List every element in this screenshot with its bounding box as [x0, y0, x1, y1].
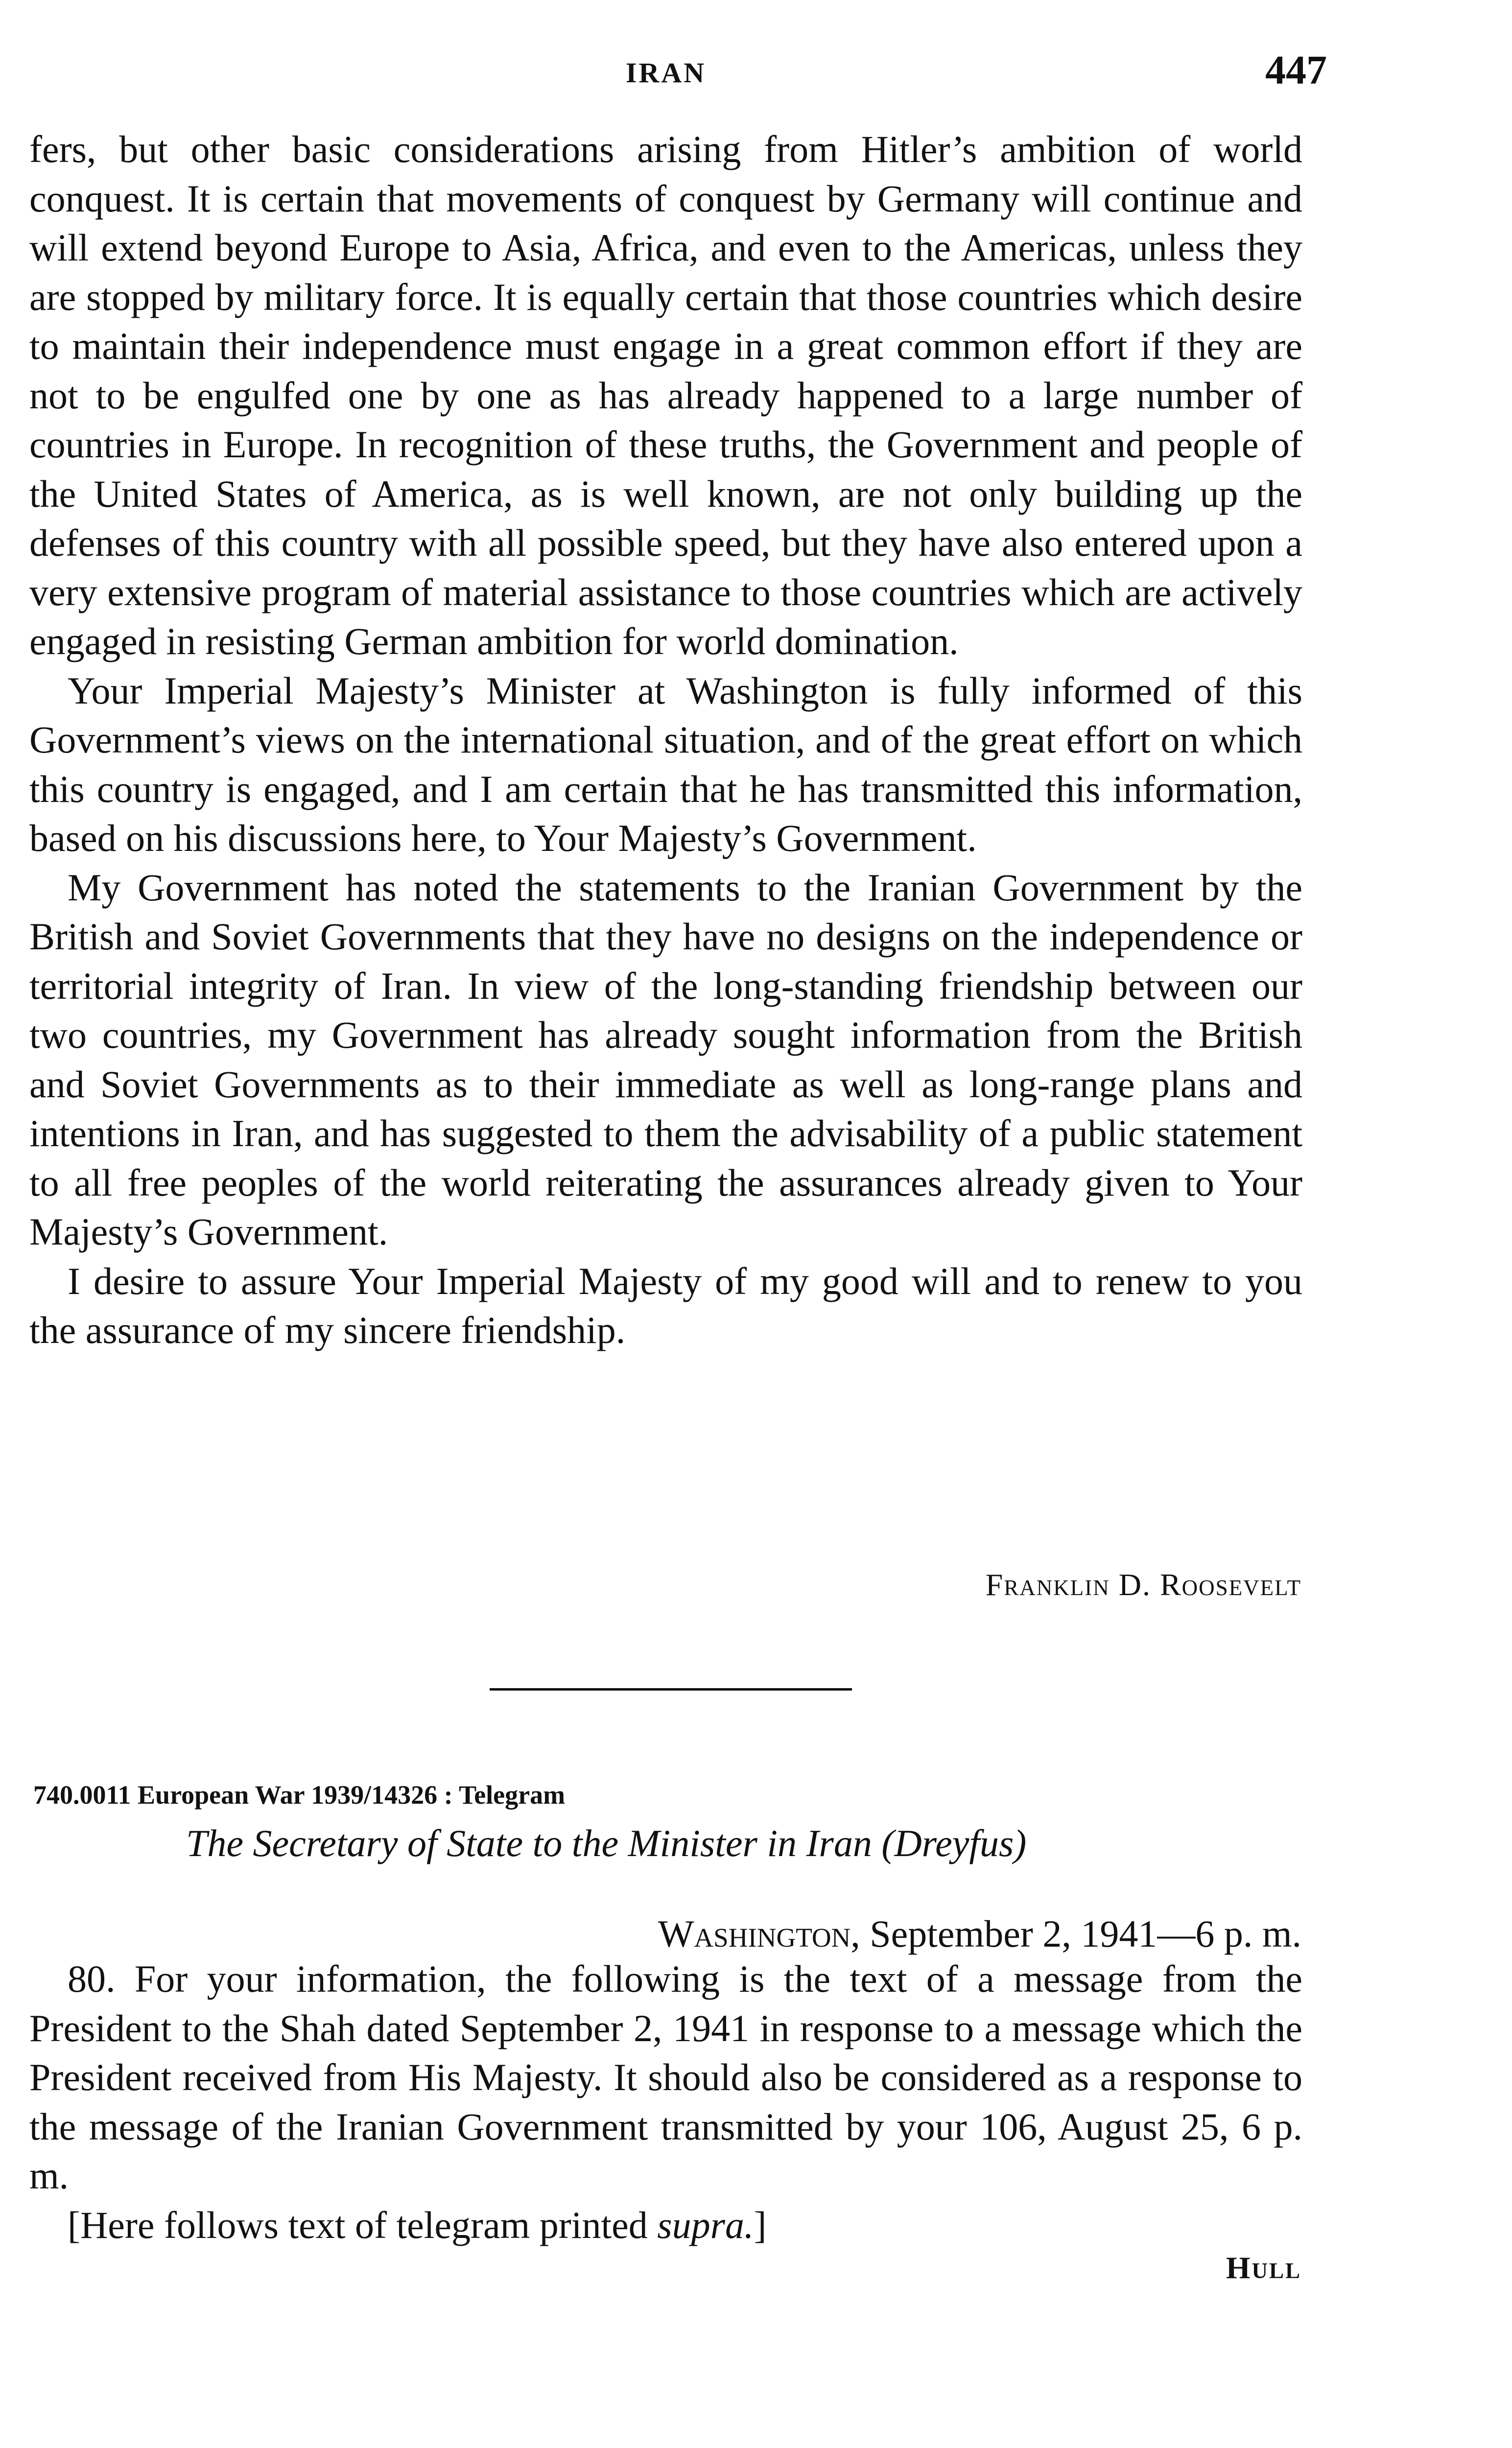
- letter-body: [29, 125, 1302, 1355]
- dateline-place: Washington,: [658, 1912, 860, 1955]
- running-title: IRAN: [625, 57, 707, 89]
- editorial-note: [29, 2201, 1302, 2250]
- telegram-signature: Hull: [1226, 2250, 1301, 2285]
- letter-paragraph: My Government has noted the statements to the Iranian Government by the British and Soviet Governments that they have no designs on the independence or territorial integrity of Iran. In view of the long-standing friendship between our two countries, my Government has already sought information from the British and Soviet Governments as to their immediate as well as long-range plans and intentions in Iran, and has suggested to them the advisability of a public statement to all free peoples of the world reiterating the assurances already given to Your Majesty’s Government.: [29, 866, 1302, 1253]
- dateline-date: September 2, 1941—6 p. m.: [860, 1912, 1301, 1955]
- letter-paragraph: Your Imperial Majesty’s Minister at Washington is fully informed of this Government’s views on the international situation, and of the great effort on which this country is engaged, and I am certain that he has transmitted this information, based on his discussions here, to Your Majesty’s Government.: [29, 669, 1302, 859]
- telegram-paragraph: 80. For your information, the following is the text of a message from the President to the Shah dated September 2, 1941 in response to a message which the President received from His Majesty. It should also be considered as a response to the message of the Iranian Government transmitted by your 106, August 25, 6 p. m.: [29, 1957, 1302, 2197]
- letter-paragraph: I desire to assure Your Imperial Majesty of my good will and to renew to you the assurance of my sincere friendship.: [29, 1259, 1302, 1351]
- running-header: [29, 47, 1327, 100]
- note-prefix: [Here follows text of telegram printed: [68, 2203, 658, 2246]
- dateline: [658, 1912, 1301, 1956]
- note-italic: supra.: [657, 2203, 754, 2246]
- file-reference: 740.0011 European War 1939/14326 : Telegram: [33, 1780, 566, 1810]
- letter-paragraph: fers, but other basic considerations arising from Hitler’s ambition of world conquest. It is certain that movements of conquest by Germany will continue and will extend beyond Europe to Asia, Africa, and even to the Americas, unless they are stopped by military force. It is equally certain that those countries which desire to maintain their independence must engage in a great common effort if they are not to be engulfed one by one as has already happened to a large number of countries in Europe. In recognition of these truths, the Government and people of the United States of America, as is well known, are not only building up the defenses of this country with all possible speed, but they have also entered upon a very extensive program of material assistance to those countries which are actively engaged in resisting German ambition for world domination.: [29, 128, 1302, 662]
- letter-signature: Franklin D. Roosevelt: [985, 1567, 1301, 1602]
- telegram-body: [29, 1954, 1302, 2250]
- page-number: 447: [1265, 47, 1327, 93]
- document-title: The Secretary of State to the Minister in Iran (Dreyfus): [186, 1822, 1027, 1864]
- section-divider: [490, 1688, 852, 1691]
- note-suffix: ]: [754, 2203, 767, 2246]
